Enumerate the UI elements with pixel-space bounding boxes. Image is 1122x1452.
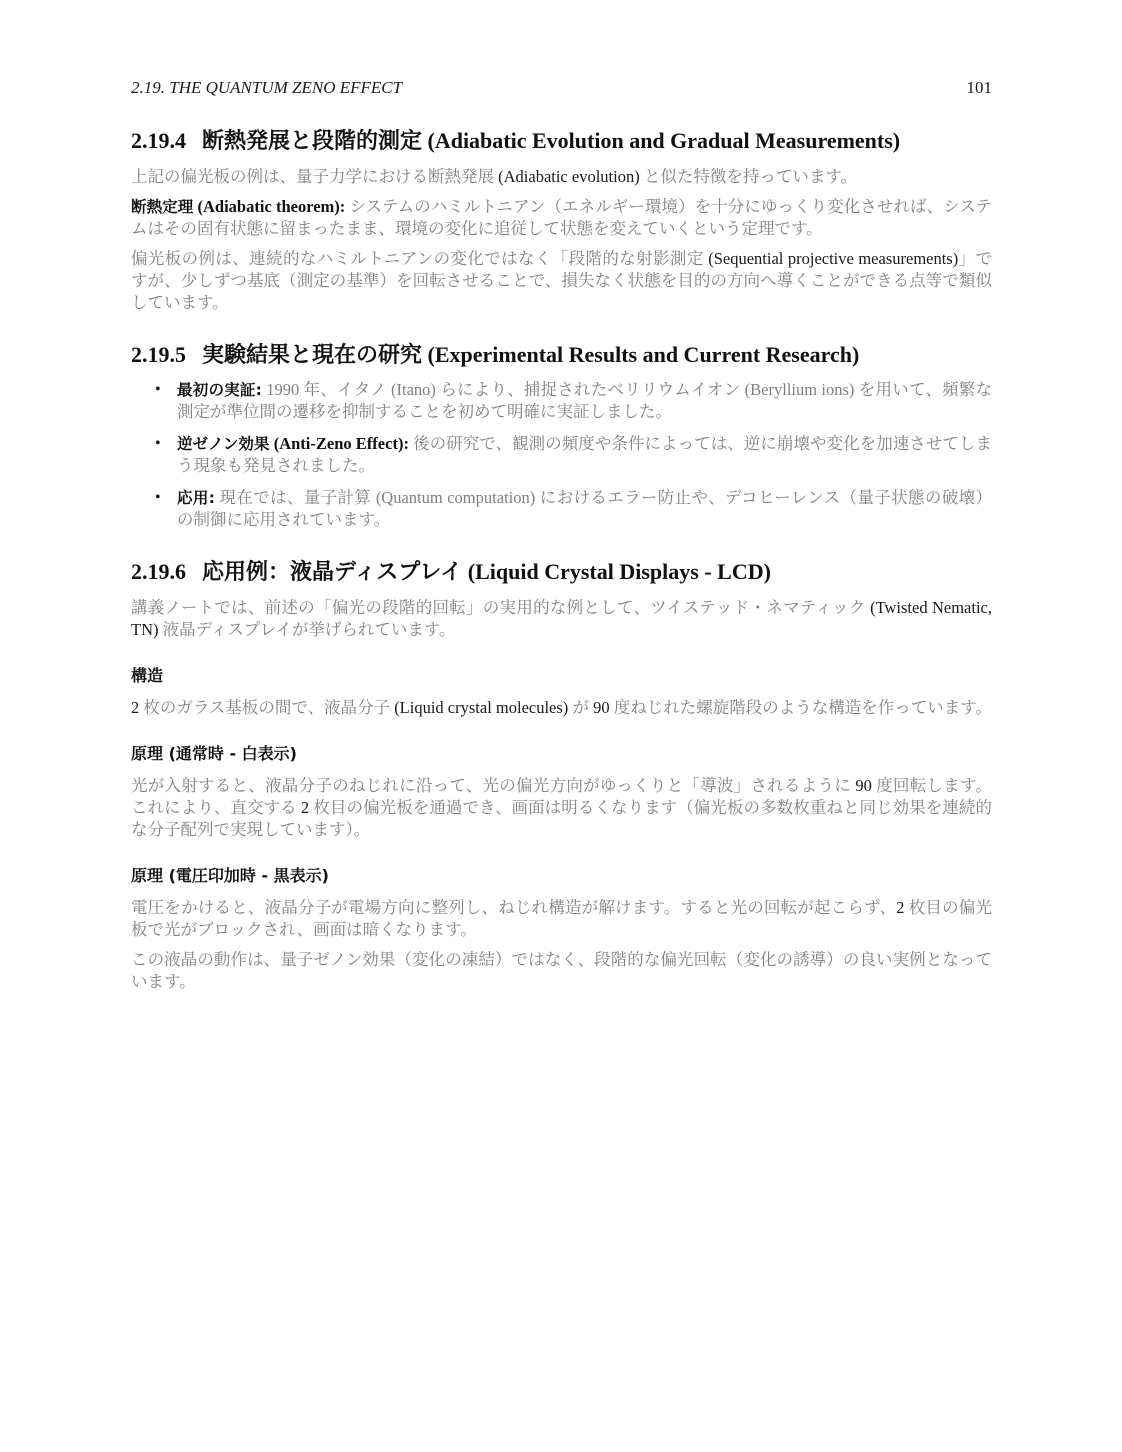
- text-run: 枚のガラス基板の間で、液晶分子: [139, 697, 395, 717]
- paragraph: [131, 597, 992, 641]
- text-run: 」ですが、少しずつ基底（測定の基準）を回転させることで、損失なく状態を目的の方向へ導くことができる点等で類似しています。: [131, 248, 993, 312]
- paragraph: [131, 775, 992, 841]
- text-run: (Sequential projective measurements): [708, 248, 959, 268]
- text-run: 講義ノートでは、前述の「偏光の段階的回転」の実用的な例として、ツイステッド・ネマティック: [131, 597, 866, 617]
- text-run: 90: [593, 697, 610, 717]
- text-run: 2: [300, 797, 310, 817]
- paragraph: [131, 248, 992, 314]
- bullet-icon: •: [155, 435, 161, 453]
- subheading-structure: 構造: [131, 665, 164, 685]
- text-run: 液晶ディスプレイが挙げられています。: [162, 619, 456, 639]
- text-run: (Liquid crystal molecules): [394, 697, 569, 717]
- text-run: 後の研究で、観測の頻度や条件によっては、逆に崩壊や変化を加速させてしまう現象も発見されました。: [177, 434, 993, 476]
- bullet-icon: •: [155, 489, 161, 507]
- running-header: [131, 78, 992, 104]
- text-run: 現在では、量子計算: [219, 488, 376, 508]
- section-number: 2.19.5: [131, 341, 186, 367]
- item-label-en: (Anti-Zeno Effect):: [273, 434, 409, 454]
- text-run: 偏光板の例は、連続的なハミルトニアンの変化ではなく「段階的な射影測定: [131, 248, 704, 268]
- theorem-paragraph: [131, 196, 992, 240]
- running-title: 2.19. THE QUANTUM ZENO EFFECT: [131, 78, 403, 97]
- text-run: 90: [855, 775, 872, 795]
- section-heading-2-19-6: [131, 558, 992, 587]
- conclusion-paragraph: この液晶の動作は、量子ゼノン効果（変化の凍結）ではなく、段階的な偏光回転（変化の誘導）の良い実例となっています。: [131, 949, 992, 991]
- section-heading-2-19-5: [131, 341, 992, 370]
- subheading-principle-voltage: 原理 (電圧印加時 - 黒表示): [131, 865, 329, 885]
- list-item: [131, 487, 992, 531]
- section-title: 応用例：液晶ディスプレイ (Liquid Crystal Displays - LCD): [202, 559, 771, 585]
- theorem-label-en: (Adiabatic theorem):: [197, 196, 346, 216]
- text-run: (Beryllium ions): [744, 380, 855, 400]
- item-label: 最初の実証:: [177, 381, 262, 400]
- text-run: におけるエラー防止や、デコヒーレンス（量子状態の破壊）の制御に応用されています。: [177, 488, 993, 530]
- text-run: 上記の偏光板の例は、量子力学における断熱発展: [131, 166, 494, 186]
- subheading-principle-normal: 原理 (通常時 - 白表示): [131, 743, 297, 763]
- list-item: [131, 379, 992, 423]
- text-run: (Adiabatic evolution): [498, 166, 640, 186]
- text-run: 度ねじれた螺旋階段のような構造を作っています。: [609, 697, 992, 717]
- text-run: らにより、捕捉されたベリリウムイオン: [435, 380, 745, 400]
- page-number: 101: [966, 78, 992, 97]
- section-heading-2-19-4: [131, 127, 992, 156]
- text-run: を用いて、頻繁な測定が準位間の遷移を抑制することを初めて明確に実証しました。: [177, 380, 993, 422]
- text-run: 電圧をかけると、液晶分子が電場方向に整列し、ねじれ構造が解けます。すると光の回転が起こらず、: [131, 897, 897, 917]
- item-label: 応用:: [177, 489, 215, 508]
- text-run: (Quantum computation): [375, 488, 536, 508]
- theorem-label-jp: 断熱定理: [131, 197, 194, 216]
- text-run: 年、イタノ: [299, 380, 392, 400]
- section-number: 2.19.6: [131, 559, 186, 585]
- text-run: 2: [896, 897, 905, 917]
- text-run: 1990: [266, 380, 300, 400]
- section-title: 断熱発展と段階的測定 (Adiabatic Evolution and Gradual Measurements): [202, 128, 901, 153]
- text-run: 枚目の偏光板を通過でき、画面は明るくなります（偏光板の多数枚重ねと同じ効果を連続的な分子配列で実現しています）。: [131, 797, 993, 839]
- text-run: と似た特徴を持っています。: [643, 166, 858, 186]
- text-run: (Twisted Nematic, TN): [131, 597, 992, 639]
- text-run: が: [568, 697, 594, 717]
- text-run: 2: [131, 697, 140, 717]
- document-page: [131, 78, 992, 993]
- bullet-icon: •: [155, 381, 161, 399]
- text-run: 光が入射すると、液晶分子のねじれに沿って、光の偏光方向がゆっくりと「導波」されるように: [131, 775, 856, 795]
- paragraph: [131, 697, 992, 719]
- section-number: 2.19.4: [131, 128, 186, 153]
- paragraph: [131, 897, 992, 941]
- section-title: 実験結果と現在の研究 (Experimental Results and Current Research): [202, 341, 860, 367]
- list-item: [131, 433, 992, 477]
- text-run: 枚目の偏光板で光がブロックされ、画面は暗くなります。: [131, 897, 992, 939]
- bullet-list: [131, 379, 992, 531]
- text-run: (Itano): [391, 380, 436, 400]
- item-label-jp: 逆ゼノン効果: [177, 435, 270, 454]
- text-run: 度回転します。これにより、直交する: [131, 775, 992, 817]
- paragraph: [131, 166, 992, 188]
- theorem-text: システムのハミルトニアン（エネルギー環境）を十分にゆっくり変化させれば、システムはその固有状態に留まったまま、環境の変化に追従して状態を変えていくという定理です。: [131, 196, 992, 238]
